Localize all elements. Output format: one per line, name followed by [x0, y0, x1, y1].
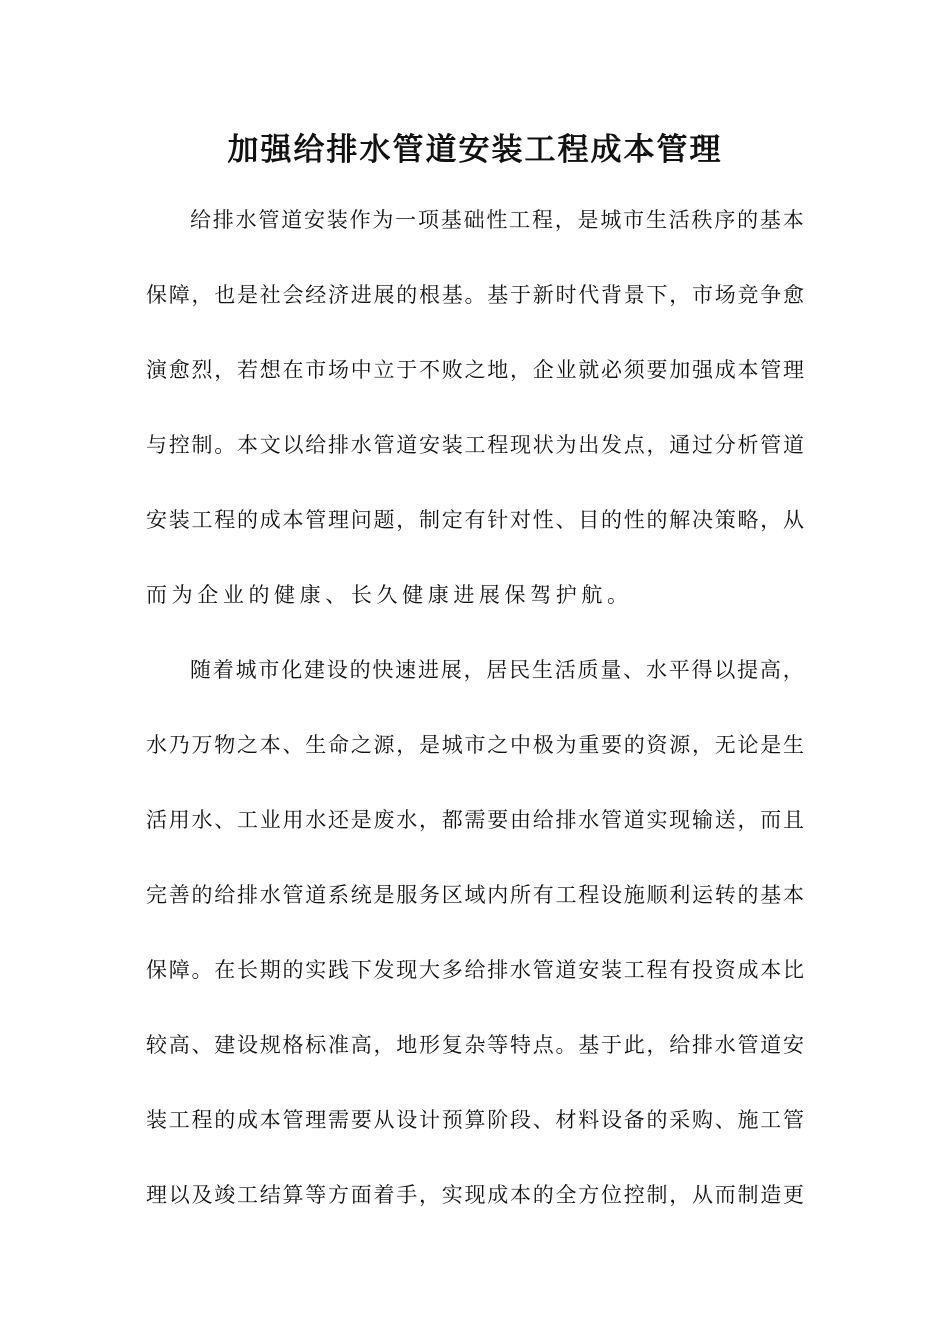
- text-line: 演 愈 烈 ， 若 想 在 市 场 中 立 于 不 败 之 地 ， 企 业 就 必 须 要 加 强 成 本 管 理: [146, 358, 804, 382]
- text-line: 理 以 及 竣 工 结 算 等 方 面 着 手 ， 实 现 成 本 的 全 方 位 控 制 ， 从 而 制 造 更: [146, 1183, 804, 1207]
- text-line: 较 高 、 建 设 规 格 标 准 高 ， 地 形 复 杂 等 特 点 。 基 于 此 ， 给 排 水 管 道 安: [146, 1033, 804, 1057]
- text-line: 而 为 企 业 的 健 康 、 长 久 健 康 进 展 保 驾 护 航 。: [146, 583, 633, 607]
- text-line: 活 用 水 、 工 业 用 水 还 是 废 水 ， 都 需 要 由 给 排 水 管 道 实 现 输 送 ， 而 且: [146, 808, 804, 832]
- document-title: 加强给排水管道安装工程成本管理: [227, 132, 723, 168]
- text-line: 安 装 工 程 的 成 本 管 理 问 题 ， 制 定 有 针 对 性 、 目 的 性 的 解 决 策 略 ， 从: [146, 508, 804, 532]
- text-line: 与 控 制 。 本 文 以 给 排 水 管 道 安 装 工 程 现 状 为 出 发 点 ， 通 过 分 析 管 道: [146, 433, 804, 457]
- text-line: 给 排 水 管 道 安 装 作 为 一 项 基 础 性 工 程 ， 是 城 市 生 活 秩 序 的 基 本: [190, 208, 804, 232]
- text-line: 水 乃 万 物 之 本 、 生 命 之 源 ， 是 城 市 之 中 极 为 重 要 的 资 源 ， 无 论 是 生: [146, 733, 804, 757]
- text-line: 装 工 程 的 成 本 管 理 需 要 从 设 计 预 算 阶 段 、 材 料 设 备 的 采 购 、 施 工 管: [146, 1108, 804, 1132]
- text-line: 保 障 。 在 长 期 的 实 践 下 发 现 大 多 给 排 水 管 道 安 装 工 程 有 投 资 成 本 比: [146, 958, 804, 982]
- text-line: 保 障 ， 也 是 社 会 经 济 进 展 的 根 基 。 基 于 新 时 代 背 景 下 ， 市 场 竞 争 愈: [146, 283, 804, 307]
- text-line: 完 善 的 给 排 水 管 道 系 统 是 服 务 区 域 内 所 有 工 程 设 施 顺 利 运 转 的 基 本: [146, 883, 804, 907]
- text-line: 随 着 城 市 化 建 设 的 快 速 进 展 ， 居 民 生 活 质 量 、 水 平 得 以 提 高 ，: [190, 658, 804, 682]
- document-body: [146, 198, 804, 1248]
